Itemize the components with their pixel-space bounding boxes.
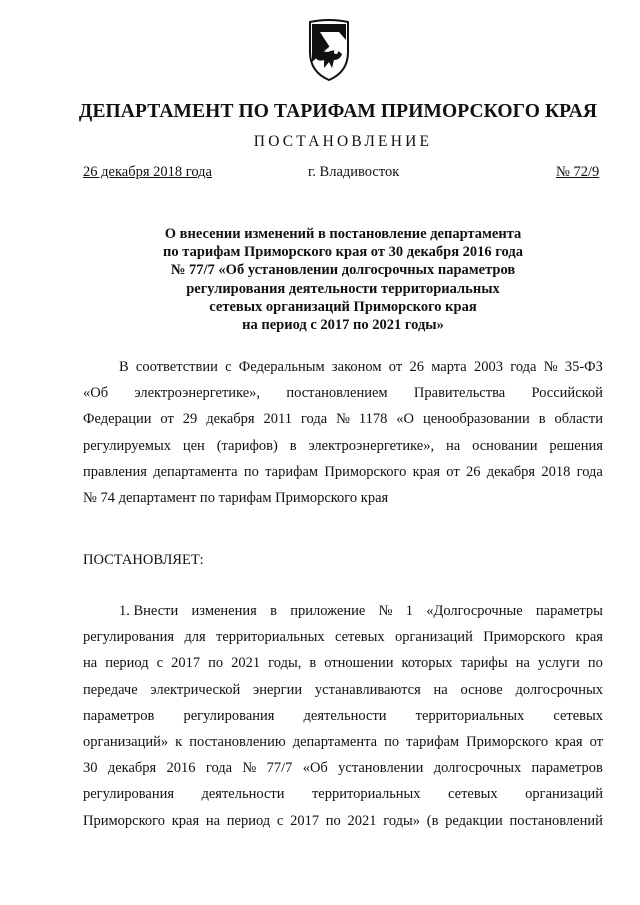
word: параметров: [83, 707, 155, 724]
word: 2021: [347, 812, 377, 829]
word: В: [119, 359, 129, 375]
word: с: [276, 812, 284, 829]
word: организаций: [394, 629, 473, 646]
word: законом: [331, 359, 382, 375]
preamble-line: [83, 406, 603, 432]
word: на: [205, 812, 221, 829]
word: 2021: [231, 655, 261, 672]
word: декабря: [206, 411, 255, 428]
word: декабря: [107, 760, 157, 777]
document-type: ПОСТАНОВЛЕНИЕ: [253, 133, 433, 150]
word: с: [156, 655, 164, 672]
word: на: [433, 681, 448, 698]
word: года: [510, 359, 537, 375]
word: края: [555, 734, 583, 751]
document-subject: [120, 225, 566, 334]
word: от: [160, 411, 174, 428]
word: сетевых: [334, 629, 385, 646]
decree-heading: ПОСТАНОВЛЯЕТ:: [83, 552, 204, 568]
word: в: [309, 655, 317, 672]
preamble-paragraph: [83, 354, 603, 511]
document-date: 26 декабря 2018 года: [83, 164, 212, 180]
word: по: [243, 463, 259, 480]
word: Приморского: [324, 463, 407, 480]
word: тарифы: [460, 655, 508, 672]
word: для: [184, 629, 206, 646]
item-line: [83, 729, 603, 755]
document-city: г. Владивосток: [308, 164, 400, 180]
word: параметры: [535, 603, 603, 619]
word: Приморского: [466, 734, 549, 751]
word: 2018: [541, 463, 571, 480]
word: Приморского: [483, 629, 566, 646]
word: №: [336, 411, 350, 428]
item-line: [83, 650, 603, 676]
subject-line: на период с 2017 по 2021 годы»: [242, 317, 444, 334]
department-title: ДЕПАРТАМЕНТ ПО ТАРИФАМ ПРИМОРСКОГО КРАЯ: [78, 101, 598, 122]
word: тарифам: [406, 734, 460, 751]
item-line: [83, 781, 603, 807]
word: края: [575, 629, 603, 646]
word: сетевых: [448, 786, 498, 803]
word: на: [83, 655, 98, 672]
word: «Об: [83, 385, 109, 402]
word: деятельности: [303, 707, 387, 724]
preamble-line: [83, 459, 603, 485]
word: в: [270, 603, 277, 619]
word: отношении: [324, 655, 394, 672]
word: деятельности: [201, 786, 285, 803]
subject-line: регулирования деятельности территориальных: [186, 280, 500, 297]
subject-line: сетевых организаций Приморского края: [209, 298, 477, 315]
word: 2003: [473, 359, 503, 375]
word: по: [384, 734, 400, 751]
word: 2017: [171, 655, 201, 672]
word: энергии: [253, 681, 303, 698]
word: 2017: [290, 812, 320, 829]
word: года: [205, 760, 233, 777]
word: 26: [409, 359, 424, 375]
word: устанавливаются: [314, 681, 421, 698]
word: период: [105, 655, 149, 672]
word: по: [587, 655, 603, 672]
item-line: [83, 677, 603, 703]
word: 1. Внести: [119, 603, 179, 619]
word: Правительства: [413, 385, 506, 402]
word: 1178: [358, 411, 388, 428]
item-line: [83, 598, 603, 624]
word: в: [289, 437, 297, 454]
word: от: [589, 734, 603, 751]
word: Федерации: [83, 411, 152, 428]
word: параметров: [531, 760, 603, 777]
word: №: [242, 760, 257, 777]
word: правления: [83, 463, 147, 480]
word: края: [171, 812, 200, 829]
word: установлении: [338, 760, 424, 777]
word: регулирования: [83, 786, 175, 803]
word: Федеральным: [238, 359, 325, 375]
item-line: [83, 624, 603, 650]
word: цен: [182, 437, 205, 454]
word: постановлением: [286, 385, 388, 402]
word: от: [388, 359, 403, 375]
item-1-paragraph: [83, 598, 603, 834]
subject-line: по тарифам Приморского края от 30 декабря 2016 года: [163, 244, 523, 261]
word: регулирования: [183, 707, 275, 724]
word: 26: [465, 463, 481, 480]
word: которых: [401, 655, 453, 672]
word: услуги: [537, 655, 580, 672]
word: 30: [83, 760, 98, 777]
item-line: [83, 703, 603, 729]
word: 2016: [166, 760, 196, 777]
word: на: [515, 655, 530, 672]
word: департамента: [153, 463, 238, 480]
word: на: [446, 437, 461, 454]
word: Приморского: [83, 812, 165, 829]
preamble-line: [83, 354, 603, 380]
word: постановлений: [509, 812, 603, 829]
word: регулируемых: [83, 437, 171, 454]
word: изменения: [191, 603, 257, 619]
word: по: [208, 655, 224, 672]
word: редакции: [445, 812, 503, 829]
word: «Об: [302, 760, 328, 777]
word: 35-ФЗ: [564, 359, 603, 375]
word: период: [226, 812, 271, 829]
word: №: [378, 603, 393, 619]
preamble-line: № 74 департамент по тарифам Приморского края: [83, 490, 389, 507]
subject-line: О внесении изменений в постановление департамента: [164, 226, 522, 242]
item-line: [83, 808, 603, 834]
word: основе: [460, 681, 503, 698]
preamble-line: [83, 433, 603, 459]
word: электроэнергетике»,: [134, 385, 261, 402]
word: в: [538, 411, 546, 428]
word: территориальных: [216, 629, 325, 646]
word: электрической: [150, 681, 241, 698]
word: департамента: [292, 734, 378, 751]
word: 2011: [263, 411, 292, 428]
word: 1: [405, 603, 413, 619]
word: «О: [396, 411, 415, 428]
word: (в: [426, 812, 439, 829]
word: территориальных: [311, 786, 421, 803]
word: (тарифов): [216, 437, 278, 454]
word: передаче: [83, 681, 138, 698]
word: тарифам: [265, 463, 319, 480]
word: организаций: [525, 786, 603, 803]
word: от: [446, 463, 460, 480]
word: соответствии: [135, 359, 218, 375]
word: по: [325, 812, 341, 829]
word: года: [300, 411, 328, 428]
word: регулирования: [83, 629, 175, 646]
word: декабря: [486, 463, 536, 480]
coat-of-arms-icon: [302, 18, 356, 82]
word: основании: [472, 437, 538, 454]
word: края: [412, 463, 441, 480]
word: года: [576, 463, 603, 480]
word: с: [225, 359, 232, 375]
word: области: [554, 411, 603, 428]
document-number: № 72/9: [556, 164, 600, 180]
word: марта: [431, 359, 467, 375]
word: электроэнергетике»,: [308, 437, 435, 454]
word: №: [543, 359, 558, 375]
word: годы»: [383, 812, 421, 829]
word: территориальных: [415, 707, 525, 724]
word: «Долгосрочные: [426, 603, 523, 619]
word: долгосрочных: [433, 760, 522, 777]
word: Российской: [531, 385, 603, 402]
word: постановлению: [189, 734, 286, 751]
word: сетевых: [553, 707, 603, 724]
word: долгосрочных: [515, 681, 603, 698]
word: организаций»: [83, 734, 169, 751]
item-line: [83, 755, 603, 781]
word: к: [175, 734, 183, 751]
word: решения: [549, 437, 603, 454]
subject-line: № 77/7 «Об установлении долгосрочных параметров: [170, 262, 516, 279]
word: 29: [182, 411, 198, 428]
preamble-line: [83, 380, 603, 406]
word: приложение: [290, 603, 366, 619]
word: годы,: [268, 655, 302, 672]
word: 77/7: [266, 760, 293, 777]
word: ценообразовании: [422, 411, 530, 428]
